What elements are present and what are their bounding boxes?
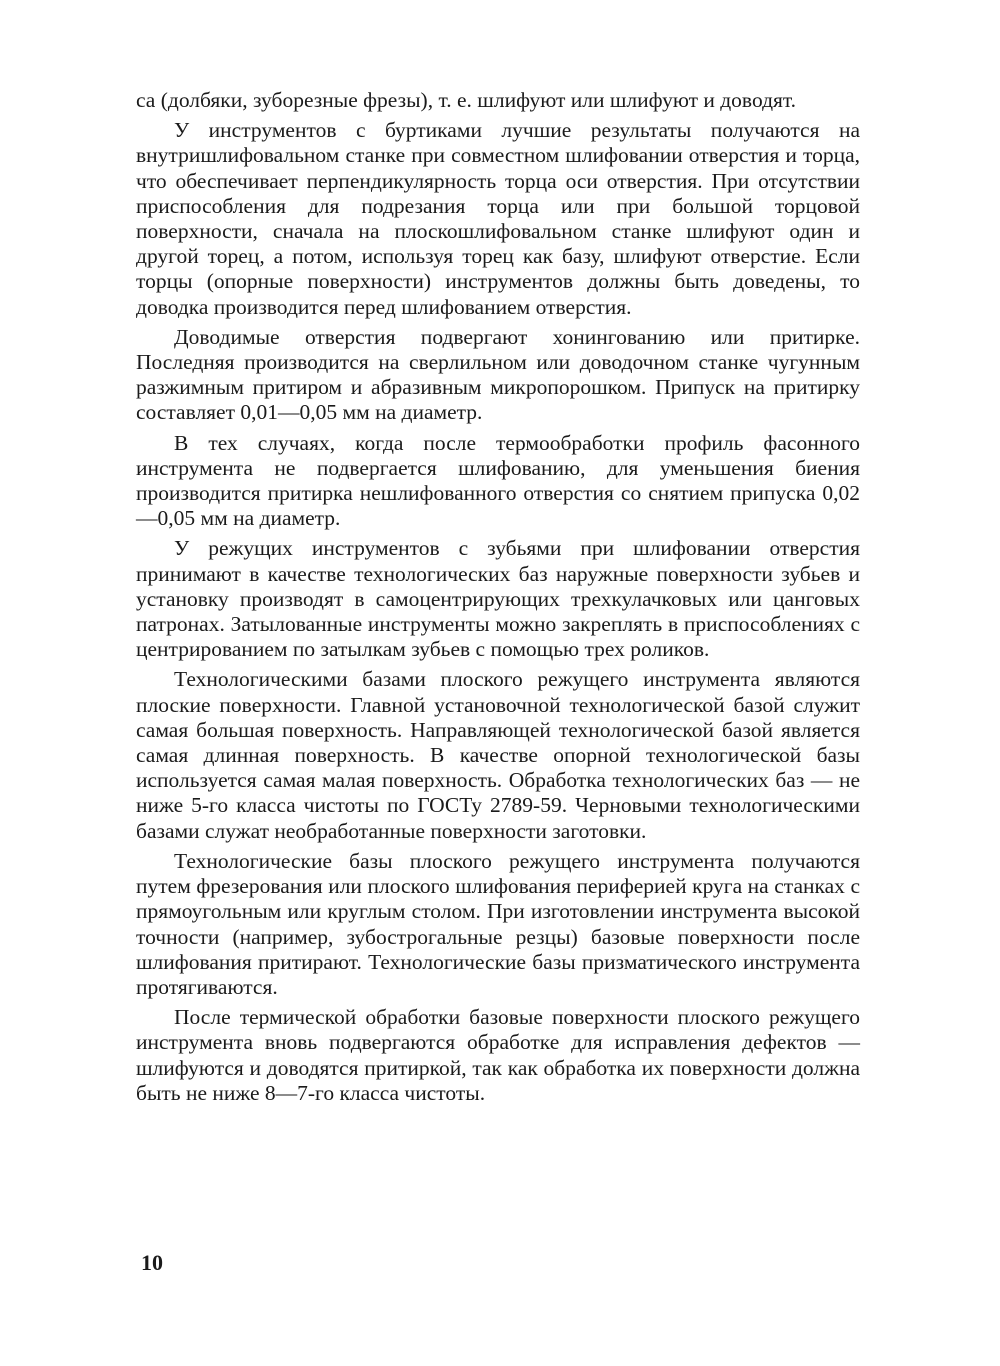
paragraph-bushing-tools: У инструментов с буртиками лучшие результаты получаются на внутришлифовальном станке при совместном шлифовании отверстия и торца, что обеспечивает перпендикулярность торца оси отверстия. При отсутствии приспособления для подрезания торца или при большой торцовой поверхности, сначала на плоскошлифовальном станке шлифуют один и другой торец, а потом, используя торец как базу, шлифуют отверстие. Если торцы (опорные поверхности) инструментов должны быть доведены, то доводка производится перед шлифованием отверстия. [136,118,860,319]
page-body [136,88,860,1111]
page-number: 10 [141,1250,163,1275]
paragraph-post-heat-treatment: После термической обработки базовые поверхности плоского режущего инструмента вновь подвергаются обработке для исправления дефектов — шлифуются и доводятся притиркой, так как обработка их поверхности должна быть не ниже 8—7-го класса чистоты. [136,1005,860,1105]
paragraph-base-machining: Технологические базы плоского режущего инструмента получаются путем фрезерования или плоского шлифования периферией круга на станках с прямоугольным или круглым столом. При изготовлении инструмента высокой точности (например, зубострогальные резцы) базовые поверхности после шлифования притирают. Технологические базы призматического инструмента протягиваются. [136,848,860,999]
paragraph-continuation: са (долбяки, зуборезные фрезы), т. е. шлифуют или шлифуют и доводят. [136,88,797,112]
paragraph-toothed-tools: У режущих инструментов с зубьями при шлифовании отверстия принимают в качестве технологических баз наружные поверхности зубьев и установку производят в самоцентрирующих трехкулачковых или цанговых патронах. Затылованные инструменты можно закреплять в приспособлениях с центрированием по затылкам зубьев с помощью трех роликов. [136,536,860,662]
paragraph-form-tools: В тех случаях, когда после термообработки профиль фасонного инструмента не подвергается шлифованию, для уменьшения биения производится притирка нешлифованного отверстия со снятием припуска 0,02—0,05 мм на диаметр. [136,430,860,531]
paragraph-flat-tool-bases: Технологическими базами плоского режущего инструмента являются плоские поверхности. Главной установочной технологической базой служит самая большая поверхность. Направляющей технологической базой является самая длинная поверхность. В качестве опорной технологической базы используется самая малая поверхность. Обработка технологических баз — не ниже 5-го класса чистоты по ГОСТу 2789-59. Черновыми технологическими базами служат необработанные поверхности заготовки. [136,667,860,843]
paragraph-honing: Доводимые отверстия подвергают хонингованию или притирке. Последняя производится на сверлильном или доводочном станке чугунным разжимным притиром и абразивным микропорошком. Припуск на притирку составляет 0,01—0,05 мм на диаметр. [136,324,860,425]
